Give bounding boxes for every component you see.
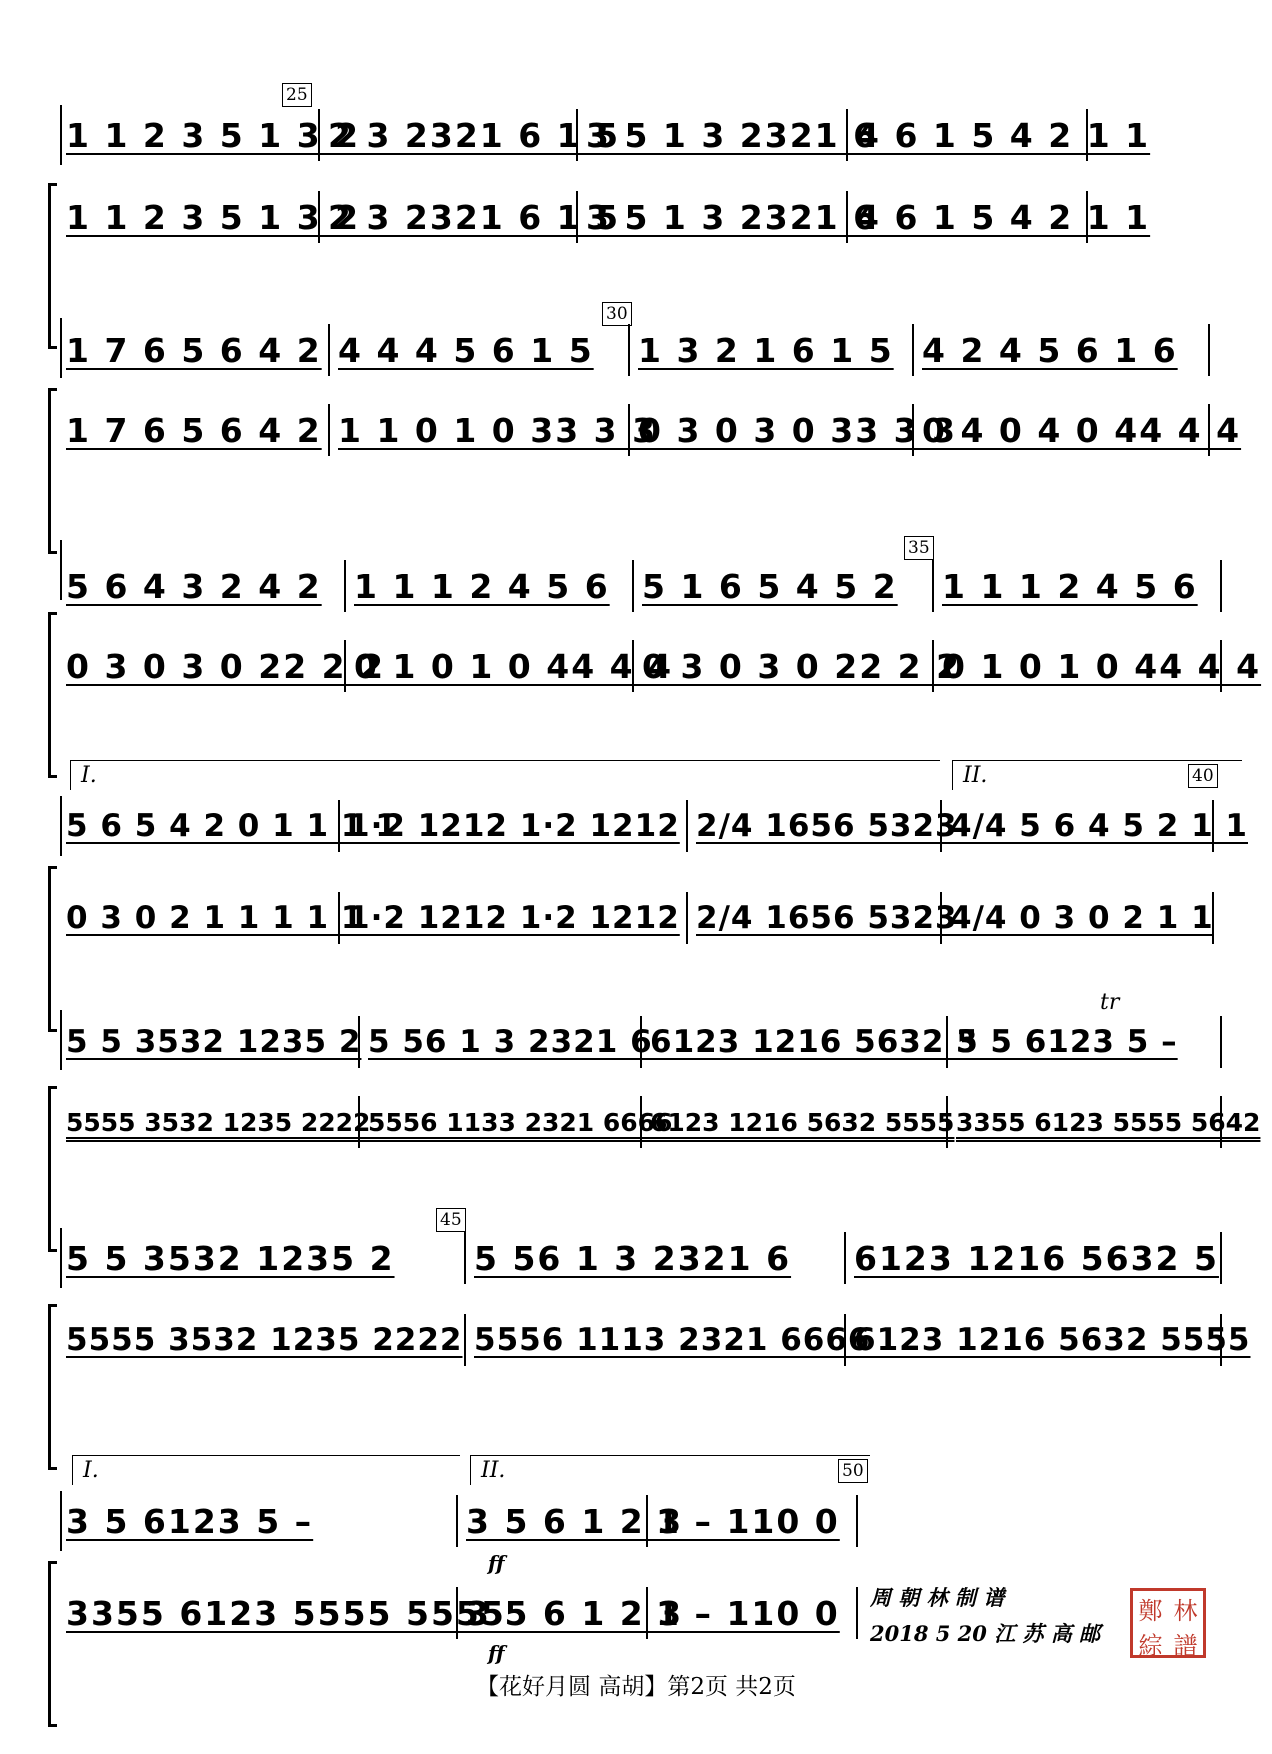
- measure: 0 3 0 3 0 22 2 2: [58, 640, 346, 692]
- measure: 2/4 1656 5323: [688, 800, 942, 852]
- measure: 4/4 5 6 4 5 2 1 1: [942, 800, 1214, 852]
- measure: 5 5 3532 1235 2: [58, 1016, 360, 1068]
- measure: 3355 6123 5555 5555: [58, 1587, 458, 1639]
- upper-staff: [58, 1016, 1222, 1068]
- measure: 5 6 5 4 2 0 1 1 1 1: [58, 800, 340, 852]
- upper-staff: [58, 560, 1222, 612]
- measure: 6123 1216 5632 5555: [846, 1314, 1222, 1366]
- measure: 1 – 110 0: [648, 1495, 858, 1547]
- measure-number: 45: [436, 1208, 466, 1232]
- measure: 5 6 4 3 2 4 2: [58, 560, 346, 612]
- measure: 1 1 1 2 4 5 6: [934, 560, 1222, 612]
- measure: 0 3 0 2 1 1 1 1 1: [58, 892, 340, 944]
- measure: 0 1 0 1 0 44 4 4: [346, 640, 634, 692]
- measure: 4 4 4 5 6 1 5: [330, 324, 630, 376]
- measure: 4/4 0 3 0 2 1 1: [942, 892, 1214, 944]
- upper-staff: [58, 109, 1222, 161]
- measure-number: 50: [838, 1459, 868, 1483]
- measure-number: 30: [602, 302, 632, 326]
- staff-brace: [48, 388, 57, 554]
- measure: 2 3 2321 6 1 5: [320, 109, 578, 161]
- measure: 2/4 1656 5323: [688, 892, 942, 944]
- dynamic-mark: ff: [488, 1641, 505, 1665]
- date-location: 2018 5 20 江 苏 高 邮: [870, 1621, 1101, 1646]
- measure: 3 5 6123 5 –: [948, 1016, 1222, 1068]
- measure: 6123 1216 5632 5: [846, 1232, 1222, 1284]
- measure: 0 4 0 4 0 44 4 4: [914, 404, 1210, 456]
- measure: 1 – 110 0: [648, 1587, 858, 1639]
- measure: 5 56 1 3 2321 6: [360, 1016, 642, 1068]
- measure: 4 2 4 5 6 1 6: [914, 324, 1210, 376]
- measure: 5555 3532 1235 2222: [58, 1314, 466, 1366]
- measure: 1·2 1212 1·2 1212: [340, 892, 688, 944]
- measure-number: 25: [282, 83, 312, 107]
- seal-char: 譜: [1173, 1632, 1198, 1660]
- volta-first: I.: [70, 760, 940, 790]
- measure: 5 5 3532 1235 2: [58, 1232, 466, 1284]
- measure: 2 3 2321 6 1 5: [320, 191, 578, 243]
- measure: 1 7 6 5 6 4 2: [58, 404, 330, 456]
- staff-brace: [48, 1561, 57, 1727]
- measure: 1 1 0 1 0 33 3 3: [330, 404, 630, 456]
- staff-brace: [48, 1304, 57, 1470]
- measure: 5 1 6 5 4 5 2: [634, 560, 934, 612]
- measure: 3355 6123 5555 5642: [948, 1096, 1222, 1148]
- trill-mark: tr: [1100, 990, 1120, 1015]
- measure: 5556 1113 2321 6666: [466, 1314, 846, 1366]
- measure: 3 5 6 1 2 3: [458, 1587, 648, 1639]
- measure: 0 3 0 3 0 33 3 3: [630, 404, 914, 456]
- measure: 0 3 0 3 0 22 2 2: [634, 640, 934, 692]
- lower-staff: [58, 892, 1222, 944]
- seal-char: 林: [1173, 1597, 1198, 1625]
- seal-char: 鄭: [1138, 1597, 1163, 1625]
- measure: 3 5 1 3 2321 6: [578, 109, 848, 161]
- staff-brace: [48, 612, 57, 778]
- lower-staff: [58, 1096, 1261, 1148]
- volta-second: II.: [952, 760, 1242, 790]
- staff-brace: [48, 183, 57, 349]
- measure: 4 6 1 5 4 2 1 1: [848, 109, 1088, 161]
- page-footer: 【花好月圆 高胡】第2页 共2页: [476, 1674, 796, 1700]
- measure: 6123 1216 5632 5: [642, 1016, 948, 1068]
- measure: 5 56 1 3 2321 6: [466, 1232, 846, 1284]
- seal-stamp: [1130, 1588, 1206, 1658]
- measure: 1 1 2 3 5 1 3 2: [58, 109, 320, 161]
- lower-staff: [58, 640, 1262, 692]
- staff-brace: [48, 1086, 57, 1252]
- volta-second: II.: [470, 1455, 870, 1485]
- measure: 3 5 6 1 2 3: [458, 1495, 648, 1547]
- staff-brace: [48, 866, 57, 1032]
- seal-char: 綜: [1138, 1632, 1163, 1660]
- upper-staff: [58, 1495, 1272, 1547]
- measure: 1 3 2 1 6 1 5: [630, 324, 914, 376]
- lower-staff: [58, 191, 1222, 243]
- lower-staff: [58, 404, 1242, 456]
- measure: 1 7 6 5 6 4 2: [58, 324, 330, 376]
- measure: 5555 3532 1235 2222: [58, 1096, 360, 1148]
- dynamic-mark: ff: [488, 1551, 505, 1575]
- measure: 1 1 1 2 4 5 6: [346, 560, 634, 612]
- measure: 4 6 1 5 4 2 1 1: [848, 191, 1088, 243]
- measure: 0 1 0 1 0 44 4 4: [934, 640, 1222, 692]
- upper-staff: [58, 800, 1248, 852]
- upper-staff: [58, 1232, 1222, 1284]
- measure: 5556 1133 2321 6666: [360, 1096, 642, 1148]
- measure: 3 5 1 3 2321 6: [578, 191, 848, 243]
- measure-number: 40: [1188, 764, 1218, 788]
- measure-number: 35: [904, 536, 934, 560]
- measure: 1 1 2 3 5 1 3 2: [58, 191, 320, 243]
- measure: 6123 1216 5632 5555: [642, 1096, 948, 1148]
- arranger-credit: 周 朝 林 制 谱: [870, 1585, 1005, 1610]
- upper-staff: [58, 324, 1222, 376]
- measure: 3 5 6123 5 –: [58, 1495, 458, 1547]
- volta-first: I.: [72, 1455, 460, 1485]
- lower-staff: [58, 1314, 1251, 1366]
- measure: 1·2 1212 1·2 1212: [340, 800, 688, 852]
